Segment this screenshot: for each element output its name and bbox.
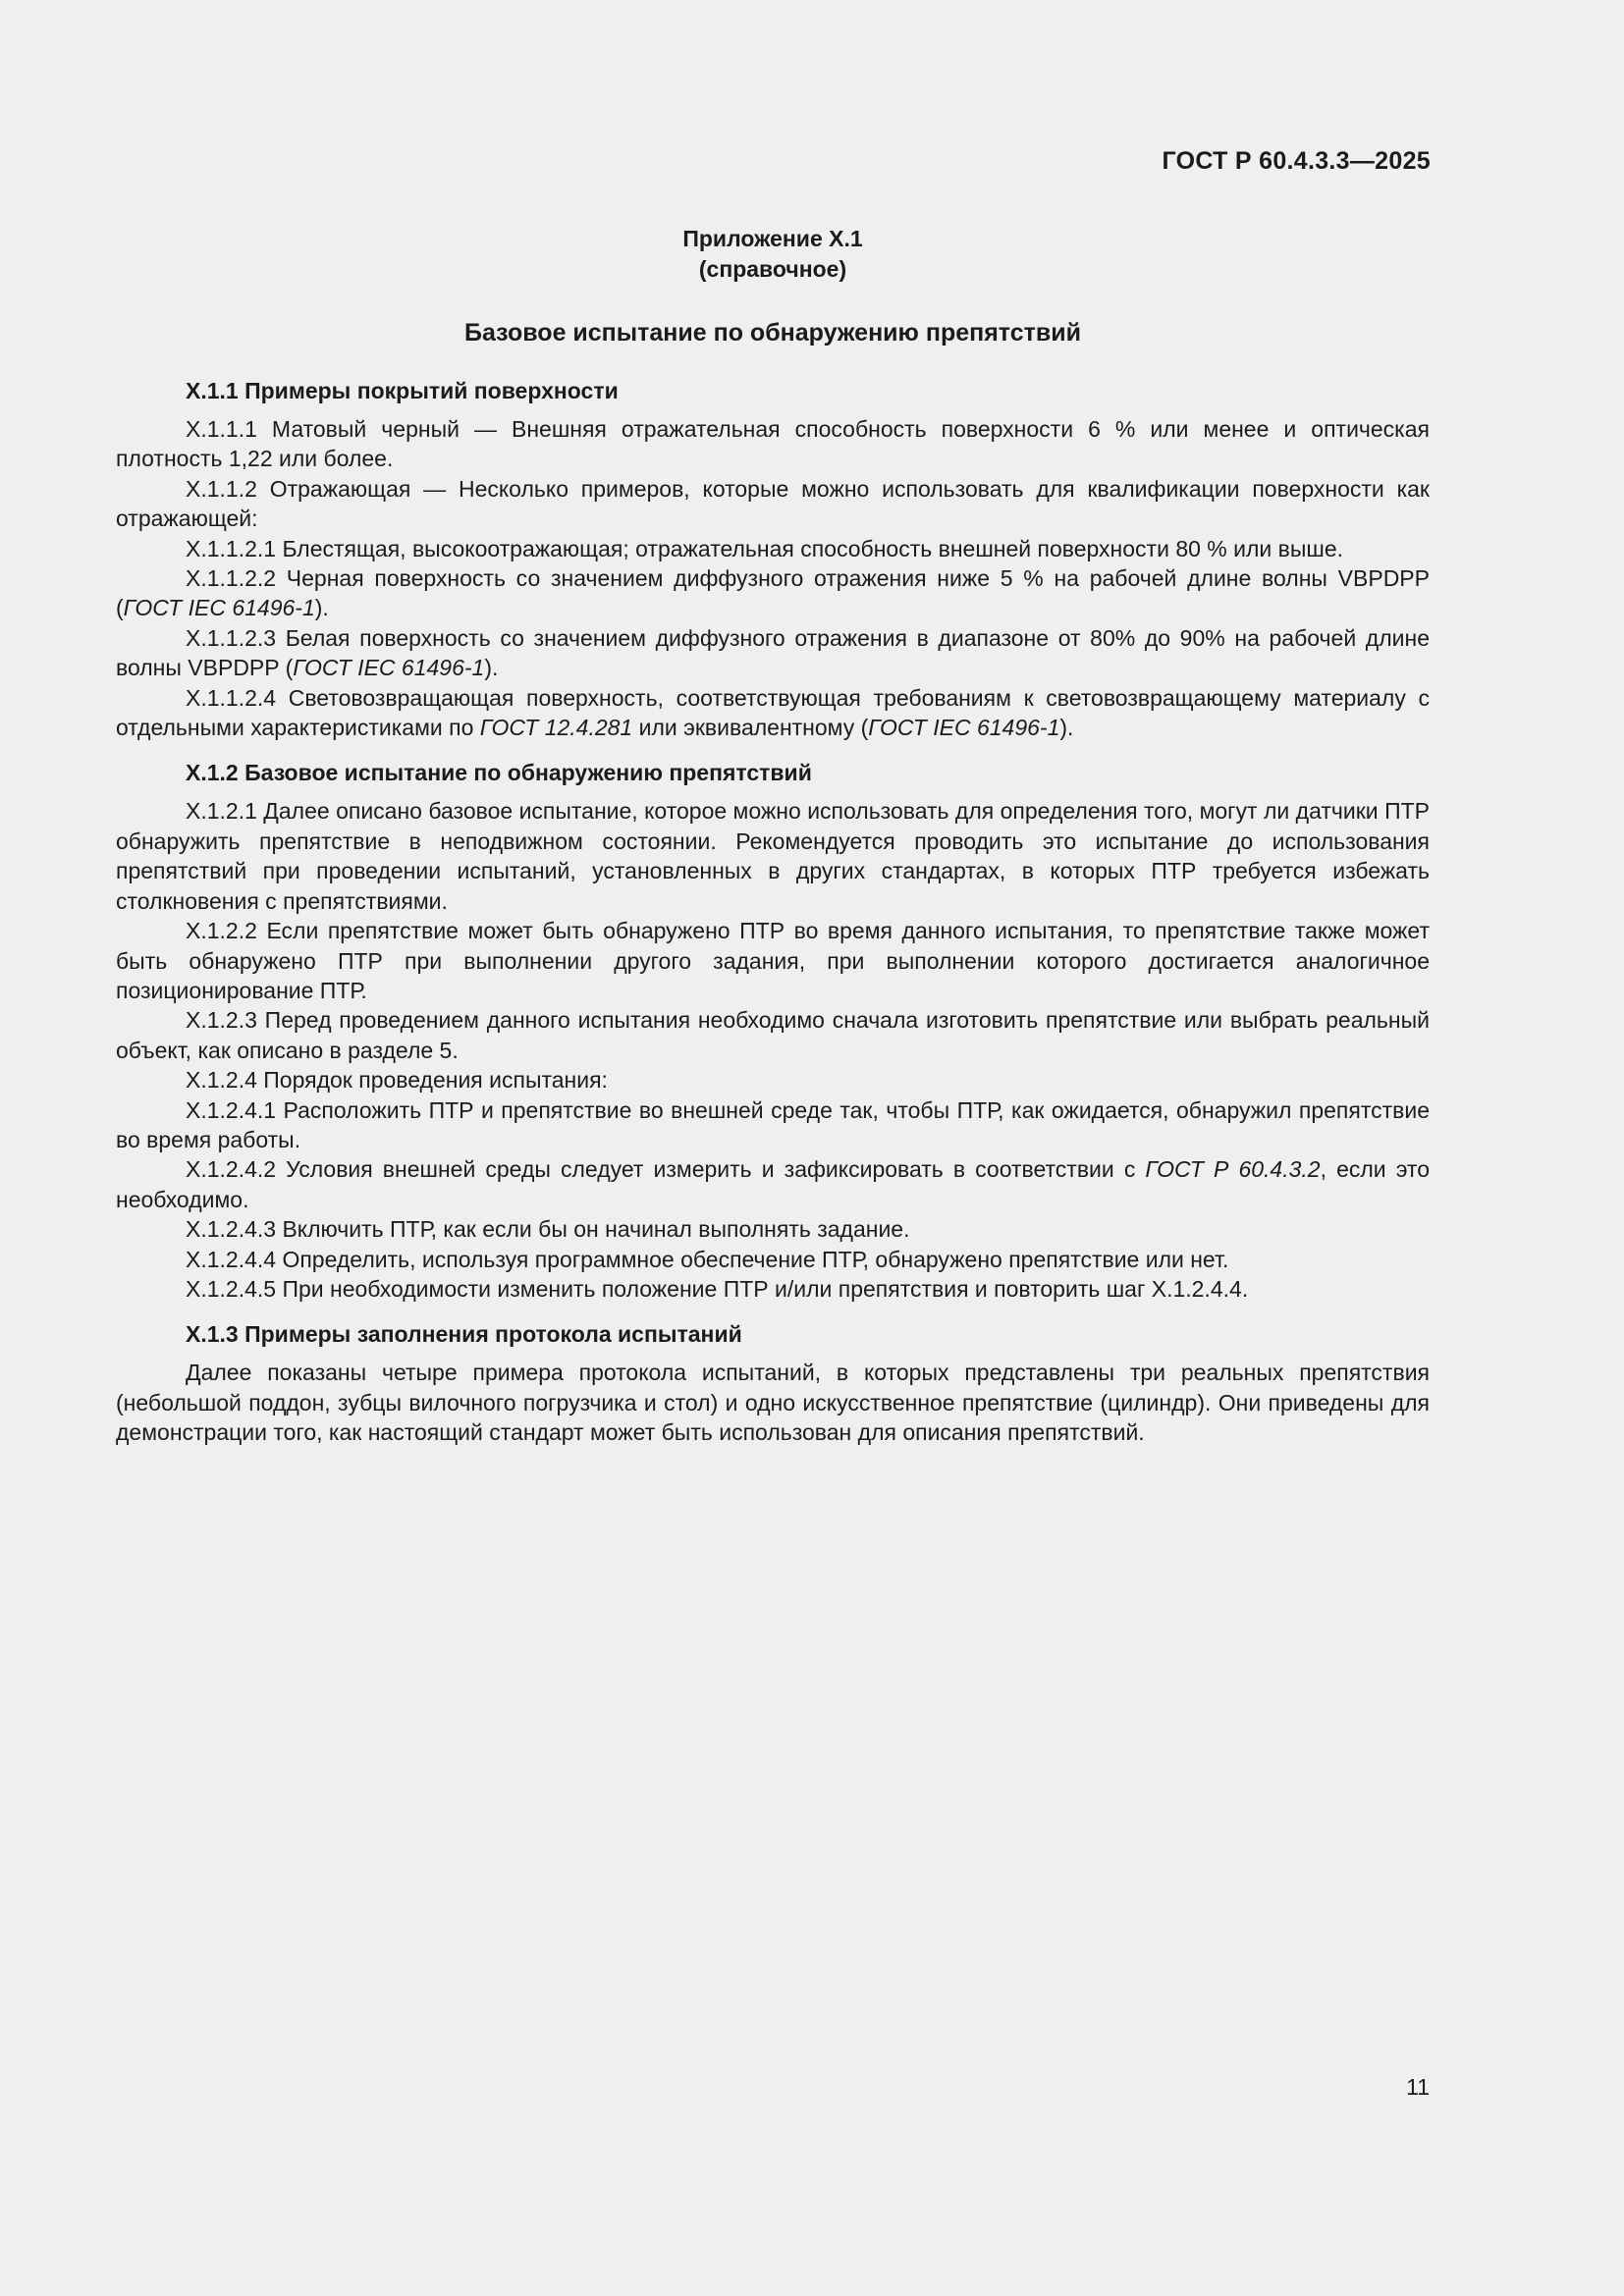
paragraph-x124: X.1.2.4 Порядок проведения испытания: bbox=[186, 1067, 608, 1094]
paragraph-x112: X.1.1.2 Отражающая — Несколько примеров, которые можно использовать для квалификации поверхности как отражающей: bbox=[116, 475, 1430, 532]
paragraph-text: X.1.1.2.3 Белая поверхность со значением диффузного отражения в диапазоне от 80% до 90% на рабочей длине волны VBPDPP ( bbox=[116, 624, 1430, 681]
paragraph-text: ). bbox=[484, 655, 499, 681]
paragraph-text: , если это необходимо. bbox=[116, 1156, 1431, 1212]
paragraph-x1244: X.1.2.4.4 Определить, используя программное обеспечение ПТР, обнаружено препятствие или нет. bbox=[186, 1246, 1229, 1272]
annex-title: Базовое испытание по обнаружению препятствий bbox=[464, 319, 1081, 347]
standard-reference: ГОСТ IEC 61496-1 bbox=[123, 595, 315, 621]
annex-label: Приложение X.1 bbox=[682, 226, 863, 251]
paragraph-x1124 bbox=[116, 683, 1430, 743]
paragraph-x111: X.1.1.1 Матовый черный — Внешняя отражательная способность поверхности 6 % или менее и оптическая плотность 1,22 или более. bbox=[116, 416, 1430, 472]
standard-reference: ГОСТ Р 60.4.3.2 bbox=[1145, 1156, 1321, 1183]
document-code: ГОСТ Р 60.4.3.3—2025 bbox=[1162, 147, 1431, 175]
paragraph-x1243: X.1.2.4.3 Включить ПТР, как если бы он начинал выполнять задание. bbox=[186, 1216, 910, 1243]
paragraph-x1241: X.1.2.4.1 Расположить ПТР и препятствие во внешней среде так, чтобы ПТР, как ожидается, обнаружил препятствие во время работы. bbox=[116, 1096, 1430, 1152]
paragraph-text: X.1.1.2.2 Черная поверхность со значением диффузного отражения ниже 5 % на рабочей длине волны VBPDPP ( bbox=[116, 565, 1430, 621]
standard-reference: ГОСТ IEC 61496-1 bbox=[868, 715, 1060, 741]
paragraph-text: ). bbox=[1059, 715, 1074, 741]
paragraph-x1121: X.1.1.2.1 Блестящая, высокоотражающая; отражательная способность внешней поверхности 80 % или выше. bbox=[186, 535, 1344, 561]
paragraph-text: X.1.2.4.2 Условия внешней среды следует измерить и зафиксировать в соответствии с bbox=[186, 1156, 1146, 1183]
paragraph-x1245: X.1.2.4.5 При необходимости изменить положение ПТР и/или препятствия и повторить шаг X.1.2.4.4. bbox=[186, 1275, 1249, 1302]
paragraph-x123: X.1.2.3 Перед проведением данного испытания необходимо сначала изготовить препятствие или выбрать реальный объект, как описано в разделе 5. bbox=[116, 1007, 1430, 1063]
paragraph-text: или эквивалентному ( bbox=[632, 715, 869, 741]
paragraph-x121: X.1.2.1 Далее описано базовое испытание, которое можно использовать для определения того, могут ли датчики ПТР обнаружить препятствие в неподвижном состоянии. Рекомендуется проводить это испытание до использования препятствий при проведении испытаний, установленных в других стандартах, в которых ПТР требуется избежать столкновения с препятствиями. bbox=[116, 798, 1430, 914]
section-heading-x11: X.1.1 Примеры покрытий поверхности bbox=[186, 378, 619, 403]
paragraph-text: X.1.1.2.4 Световозвращающая поверхность, соответствующая требованиям к световозвращающему материалу с отдельными характеристиками по bbox=[116, 684, 1430, 741]
annex-header bbox=[116, 224, 1430, 285]
standard-reference: ГОСТ IEC 61496-1 bbox=[293, 655, 485, 681]
annex-type: (справочное) bbox=[698, 256, 847, 282]
paragraph-x1123 bbox=[116, 623, 1430, 683]
page-number: 11 bbox=[1406, 2074, 1430, 2100]
paragraph-x13-intro: Далее показаны четыре примера протокола испытаний, в которых представлены три реальных препятствия (небольшой поддон, зубцы вилочного погрузчика и стол) и одно искусственное препятствие (цилиндр). Они приведены для демонстрации того, как настоящий стандарт может быть использован для описания препятствий. bbox=[116, 1360, 1430, 1446]
page-content bbox=[116, 224, 1430, 1448]
paragraph-x1242 bbox=[116, 1154, 1430, 1214]
standard-reference: ГОСТ 12.4.281 bbox=[479, 715, 633, 741]
paragraph-x1122 bbox=[116, 563, 1430, 623]
section-heading-x12: X.1.2 Базовое испытание по обнаружению препятствий bbox=[186, 760, 812, 786]
paragraph-text: ). bbox=[314, 595, 329, 621]
section-heading-x13: X.1.3 Примеры заполнения протокола испытаний bbox=[186, 1321, 742, 1348]
paragraph-x122: X.1.2.2 Если препятствие может быть обнаружено ПТР во время данного испытания, то препятствие также может быть обнаружено ПТР при выполнении другого задания, при выполнении которого достигается аналогичное позиционирование ПТР. bbox=[116, 918, 1430, 1003]
